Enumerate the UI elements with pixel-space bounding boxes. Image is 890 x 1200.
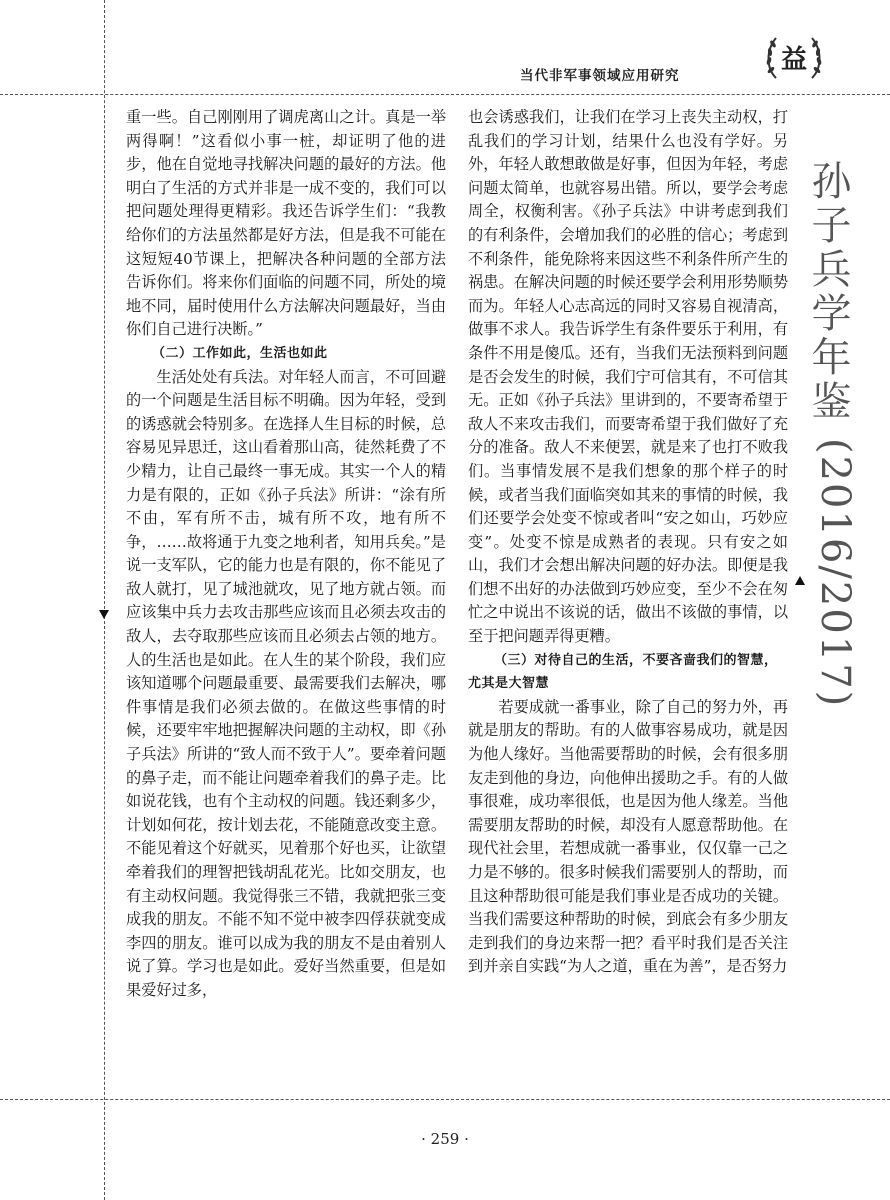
section-heading-2: （二）工作如此，生活也如此 <box>152 345 328 361</box>
left-column <box>126 106 446 1003</box>
side-book-title: 孙子兵学年鉴 <box>805 160 851 424</box>
left-trim-line <box>104 0 105 1200</box>
emblem-glyph: 益 <box>780 45 808 75</box>
bottom-trim-line <box>0 1099 890 1100</box>
right-column <box>468 106 788 979</box>
right-paragraph-1: 也会诱惑我们，让我们在学习上丧失主动权，打乱我们的学习计划，结果什么也没有学好。另外，年轻人敢想敢做是好事，但因为年轻，考虑问题太简单，也就容易出错。所以，要学会考虑周全，权衡利害。《孙子兵法》中讲考虑到我们的有利条件，会增加我们的必胜的信心；考虑到不利条件，能免除将来因这些不利条件所产生的祸患。在解决问题的时候还要学会利用形势顺势而为。年轻人心志高远的同时又容易自视清高，做事不求人。我告诉学生有条件要乐于利用，有条件不用是傻瓜。还有，当我们无法预料到问题是否会发生的时候，我们宁可信其有，不可信其无。正如《孙子兵法》里讲到的，不要寄希望于敌人不来攻击我们，而要寄希望于我们做好了充分的准备。敌人不来便罢，就是来了也打不败我们。当事情发展不是我们想象的那个样子的时候，或者当我们面临突如其来的事情的时候，我们还要学会处变不惊或者叫“安之如山，巧妙应变”。处变不惊是成熟者的表现。只有安之如山，我们才会想出解决问题的好办法。即便是我们想不出好的办法做到巧妙应变，至少不会在匆忙之中说出不该说的话，做出不该做的事情，以至于把问题弄得更糟。 <box>468 108 788 646</box>
page-number: · 259 · <box>421 1130 469 1148</box>
left-paragraph-2: 生活处处有兵法。对年轻人而言，不可回避的一个问题是生活目标不明确。因为年轻，受到的诱惑就会特别多。在选择人生目标的时候，总容易见异思迁，这山看着那山高，徒然耗费了不少精力，让自己最终一事无成。其实一个人的精力是有限的，正如《孙子兵法》所讲：“涂有所不由，军有所不击，城有所不攻，地有所不争，……故将通于九变之地利者，知用兵矣。”是说一支军队，它的能力也是有限的，你不能见了敌人就打，见了城池就攻，见了地方就占领。而应该集中兵力去攻击那些应该而且必须去攻击的敌人，去夺取那些应该而且必须去占领的地方。人的生活也是如此。在人生的某个阶段，我们应该知道哪个问题最重要、最需要我们去解决，哪件事情是我们必须去做的。在做这些事情的时候，还要牢牢地把握解决问题的主动权，即《孙子兵法》所讲的“致人而不致于人”。要牵着问题的鼻子走，而不能让问题牵着我们的鼻子走。比如说花钱，也有个主动权的问题。钱还剩多少，计划如何花，按计划去花，不能随意改变主意。不能见着这个好就买，见着那个好也买，让欲望牵着我们的理智把钱胡乱花光。比如交朋友，也有主动权问题。我觉得张三不错，我就把张三变成我的朋友。不能不知不觉中被李四俘获就变成李四的朋友。谁可以成为我的朋友不是由着别人说了算。学习也是如此。爱好当然重要，但是如果爱好过多， <box>126 367 446 999</box>
right-marker-triangle-icon <box>795 576 805 585</box>
side-book-year: (2016/2017) <box>812 438 858 709</box>
section-heading-3: （三）对待自己的生活，不要吝啬我们的智慧，尤其是大智慧 <box>468 652 778 692</box>
left-marker-triangle-icon <box>99 610 109 619</box>
left-paragraph-1: 重一些。自己刚刚用了调虎离山之计。真是一举两得啊！”这看似小事一桩，却证明了他的进步，他在自觉地寻找解决问题的最好的方法。他明白了生活的方式并非是一成不变的，我们可以把问题处理得更精彩。我还告诉学生们：“我教给你们的方法虽然都是好方法，但是我不可能在这短短40节课上，把解决各种问题的全部方法告诉你们。将来你们面临的问题不同，所处的境地不同，届时使用什么方法解决问题最好，当由你们自己进行决断。” <box>126 108 446 339</box>
right-paragraph-2: 若要成就一番事业，除了自己的努力外，再就是朋友的帮助。有的人做事容易成功，就是因为他人缘好。当他需要帮助的时候，会有很多朋友走到他的身边，向他伸出援助之手。有的人做事很难，成功率很低，也是因为他人缘差。当他需要朋友帮助的时候，却没有人愿意帮助他。在现代社会里，若想成就一番事业，仅仅靠一己之力是不够的。很多时候我们需要别人的帮助，而且这种帮助很可能是我们事业是否成功的关键。当我们需要这种帮助的时候，到底会有多少朋友走到我们的身边来帮一把？看平时我们是否关注到并亲自实践“为人之道，重在为善”，是否努力 <box>468 697 788 976</box>
running-head: 当代非军事领域应用研究 <box>520 68 680 84</box>
top-trim-line <box>0 94 890 95</box>
laurel-wreath-emblem-icon <box>762 30 826 86</box>
